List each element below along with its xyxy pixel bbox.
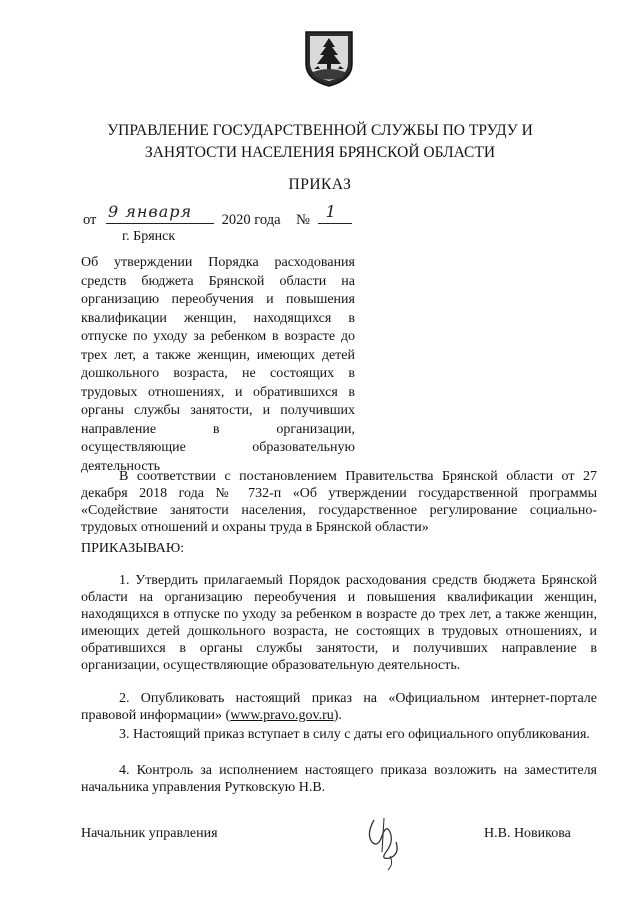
number-handwritten: 1 — [325, 202, 337, 221]
order-word: ПРИКАЗЫВАЮ: — [81, 541, 185, 556]
date-prefix: от — [83, 212, 97, 228]
item-2 — [81, 690, 597, 724]
organization-name — [0, 120, 640, 164]
item-1: 1. Утвердить прилагаемый Порядок расходования средств бюджета Брянской области на организацию переобучения и повышения квалификации женщин, находящихся в отпуске по уходу за ребенком в возрасте до трех лет, а также женщин, имеющих детей дошкольного возраста, не состоящих в трудовых отношениях, и обратившихся в органы службы занятости, и получивших направление в организации, осуществляющие образовательную деятельность. — [81, 573, 597, 673]
subject-heading: Об утверждении Порядка расходования средств бюджета Брянской области на организацию переобучения и повышения квалификации женщин, находящихся в отпуске по уходу за ребенком в возрасте до трех лет, а также женщин, имеющих детей дошкольного возраста, не состоящих в трудовых отношениях, и обратившихся в органы службы занятости, и получивших направление в организации, осуществляющие образовательную деятельность — [81, 255, 355, 474]
organization-line-1: УПРАВЛЕНИЕ ГОСУДАРСТВЕННОЙ СЛУЖБЫ ПО ТРУДУ И — [107, 122, 533, 139]
document-type: ПРИКАЗ — [288, 176, 352, 193]
item-2-text: 2. Опубликовать настоящий приказ на «Официальном интернет-портале правовой информации» ( — [81, 691, 597, 723]
city: г. Брянск — [122, 229, 176, 244]
date-line — [83, 202, 352, 229]
item-4: 4. Контроль за исполнением настоящего приказа возложить на заместителя начальника управления Рутковскую Н.В. — [81, 763, 597, 795]
signatory-role: Начальник управления — [81, 826, 218, 841]
year-text: 2020 года — [221, 212, 281, 228]
number-field — [318, 202, 352, 224]
pravo-link[interactable]: www.pravo.gov.ru — [230, 708, 334, 723]
date-handwritten: 9 января — [108, 202, 193, 221]
number-sign: № — [296, 212, 310, 228]
organization-line-2: ЗАНЯТОСТИ НАСЕЛЕНИЯ БРЯНСКОЙ ОБЛАСТИ — [144, 144, 496, 161]
item-3: 3. Настоящий приказ вступает в силу с даты его официального опубликования. — [119, 727, 590, 742]
handwritten-signature — [360, 812, 410, 872]
item-2-tail: ). — [333, 708, 342, 723]
signatory-name: Н.В. Новикова — [484, 826, 571, 841]
preamble: В соответствии с постановлением Правительства Брянской области от 27 декабря 2018 года № 732-п «Об утверждении государственной программы «Содействие занятости населения, государственное регулирование социально-трудовых отношений и охраны труда в Брянской области» — [81, 469, 597, 535]
date-field — [106, 202, 214, 224]
coat-of-arms-icon — [304, 30, 354, 88]
